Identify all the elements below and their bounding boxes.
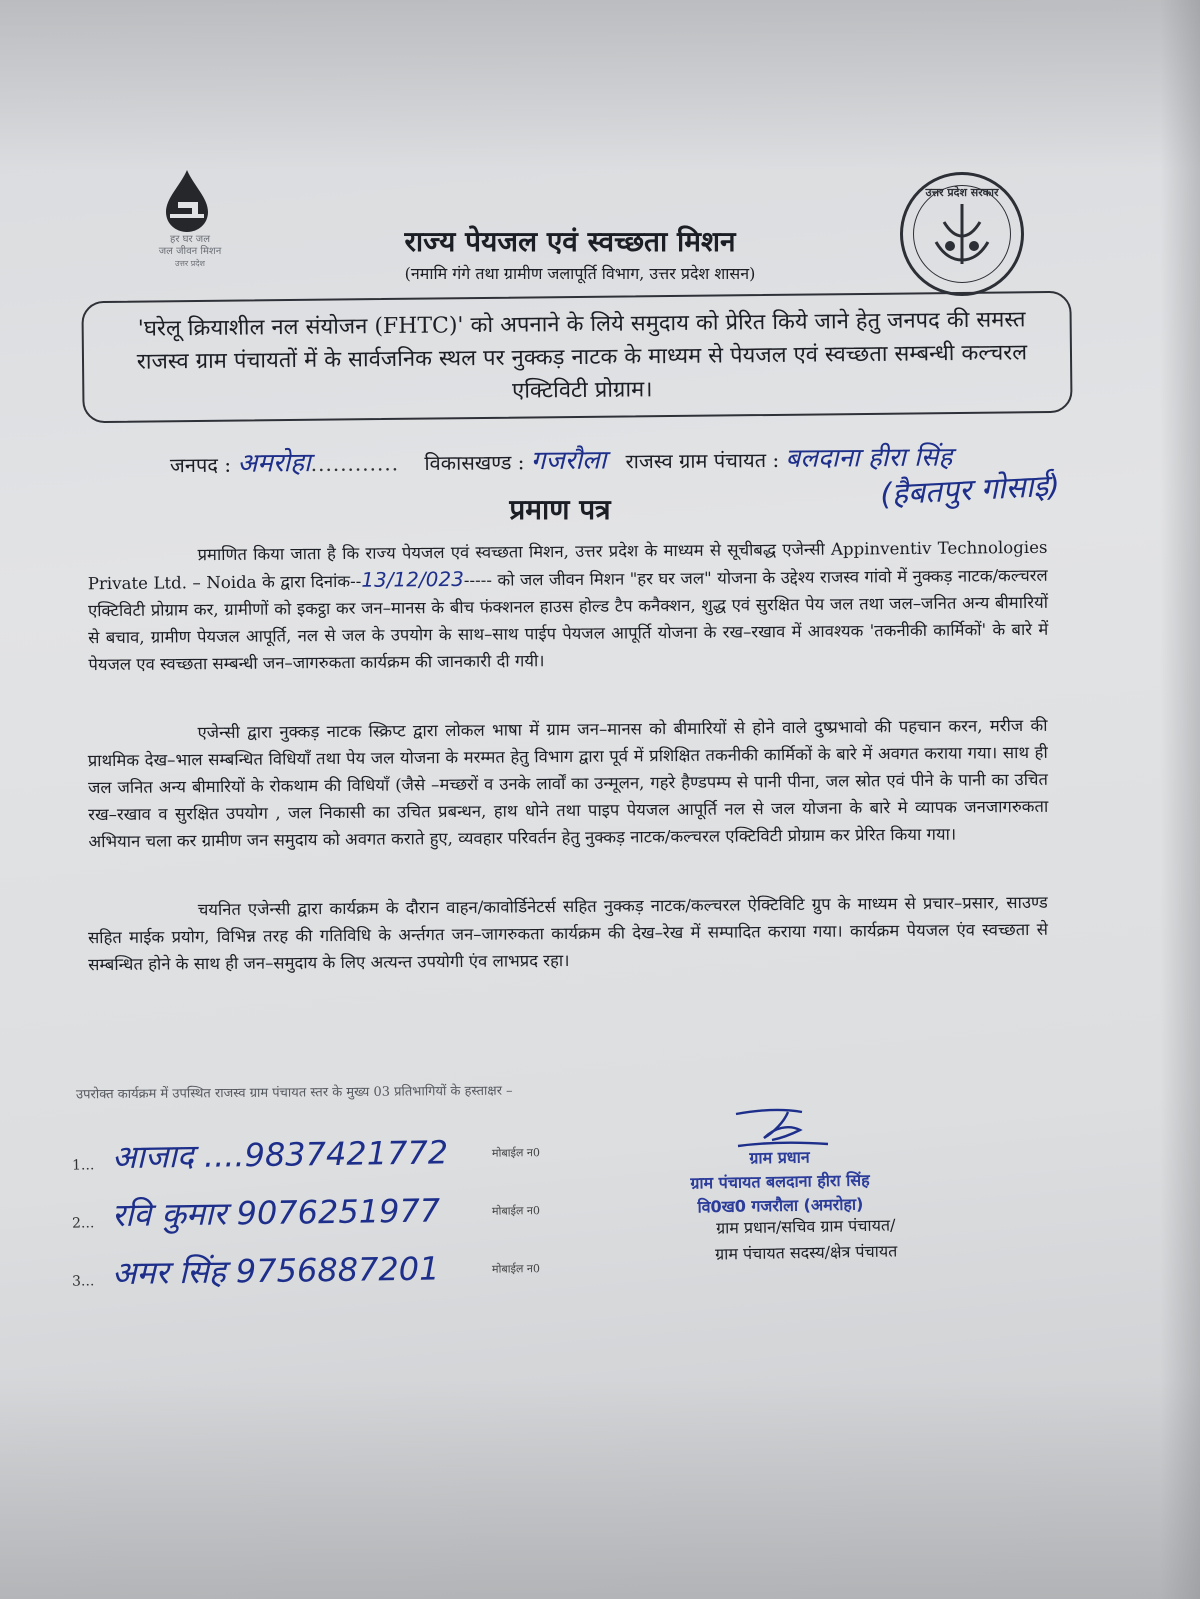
signatory-row (72, 1128, 593, 1185)
signatory-handwriting: रवि कुमार 9076251977 (111, 1191, 441, 1235)
signatory-number: 2... (71, 1215, 95, 1232)
seal-inner-ring (913, 185, 1011, 283)
signatory-handwriting: आजाद ....9837421772 (111, 1133, 449, 1177)
paragraph-3: चयनित एजेन्सी द्वारा कार्यक्रम के दौरान वाहन/कावोर्डिनेटर्स सहित नुक्कड़ नाटक/कल्चरल ऐक्टिविटि ग्रुप के माध्यम से प्रचार–प्रसार, साउण्ड सहित माईक प्रयोग, विभिन्न तरह की गतिविधि के अर्न्तगत जन–जागरुकता कार्यक्रम की देख–रेख में सम्पादित कराया गया। कार्यक्रम पेयजल एंव स्वच्छता से सम्बन्धित होने के साथ ही जन–समुदाय के लिए अत्यन्त उपयोगी एंव लाभप्रद रहा। (87, 892, 1049, 975)
paragraph-1-part-a: प्रमाणित किया जाता है कि राज्य पेयजल एवं स्वच्छता मिशन, उत्तर प्रदेश के माध्यम से सूचीबद्ध एजेन्सी Appinventiv Technologies Private Ltd. – Noida के द्वारा दिनांक-- (87, 537, 1048, 594)
panchayat-value: बलदाना हीरा सिंह (785, 442, 953, 474)
signatories-label: उपरोक्त कार्यक्रम में उपस्थित राजस्व ग्राम पंचायत स्तर के मुख्य 03 प्रतिभागियों के हस्ताक्षर – (75, 1083, 513, 1103)
block-value: गजरौला (530, 445, 607, 477)
jal-jeevan-mission-logo (140, 168, 240, 278)
pradhan-signature (728, 1104, 832, 1150)
signatory-number: 3... (71, 1273, 95, 1290)
shadow-top (0, 0, 1200, 170)
paragraph-1-part-b: ----- को जल जीवन मिशन "हर घर जल" योजना के उद्देश्य राजस्व गांवो में नुक्कड़ नाटक/कल्चरल एक्टिविटी प्रोग्राम कर, ग्रामीणों को इकट्ठा कर जन–मानस के बीच फंक्शनल हाउस होल्ड टैप कनैक्शन, शुद्ध एवं सुरक्षित पेय जल तथा जल–जनित अन्य बीमारियों से बचाव, ग्रामीण पेयजल आपूर्ति, नल से जल के उपयोग के साथ–साथ पाईप पेयजल आपूर्ति योजना के रख–रखाव में आवश्यक 'तकनीकी कार्मिकों' के बारे में पेयजल एव स्वच्छता सम्बन्धी जन–जागरुकता कार्यक्रम की जानकारी दी गयी। (87, 565, 1049, 675)
water-drop-icon (158, 168, 216, 234)
signer-role-line-2: ग्राम पंचायत सदस्य/क्षेत्र पंचायत (715, 1241, 898, 1264)
district-dots: ............ (310, 451, 400, 477)
district-label: जनपद : (169, 452, 232, 478)
shadow-bottom (0, 1379, 1200, 1599)
logo-text-line-2: जल जीवन मिशन (158, 246, 222, 257)
page-subtitle: (नमामि गंगे तथा ग्रामीण जलापूर्ति विभाग, उत्तर प्रदेश शासन) (404, 264, 756, 283)
signer-role (676, 1212, 937, 1269)
page-title: राज्य पेयजल एवं स्वच्छता मिशन (404, 225, 736, 258)
certificate-title: प्रमाण पत्र (509, 493, 611, 526)
signatory-row (72, 1186, 593, 1243)
program-date: 13/12/023 (361, 566, 464, 592)
mobile-label: मोबाईल न0 (491, 1262, 541, 1276)
block-label: विकासखण्ड : (424, 450, 525, 476)
signatory-handwriting: अमर सिंह 9756887201 (111, 1249, 440, 1293)
pradhan-stamp (639, 1144, 920, 1221)
logo-text-line-1: हर घर जल (170, 234, 210, 245)
seal-text: उत्तर प्रदेश सरकार (925, 186, 999, 199)
mobile-label: मोबाईल न0 (491, 1146, 541, 1160)
stamp-line-2: ग्राम पंचायत बलदाना हीरा सिंह (690, 1170, 870, 1193)
up-government-seal (900, 172, 1024, 296)
shadow-right (1160, 0, 1200, 1599)
stamp-line-3: वि0ख0 गजरौला (अमरोहा) (697, 1194, 864, 1217)
district-value: अमरोहा (237, 448, 311, 479)
panchayat-extra-value: (हैबतपुर गोसाई) (879, 468, 1061, 513)
signatory-row (72, 1244, 593, 1301)
seal-emblem-icon (914, 186, 1010, 282)
mobile-label: मोबाईल न0 (491, 1204, 541, 1218)
signatory-number: 1... (71, 1157, 95, 1174)
stamp-line-1: ग्राम प्रधान (749, 1147, 810, 1168)
paragraph-2: एजेन्सी द्वारा नुक्कड़ नाटक स्क्रिप्ट द्वारा लोकल भाषा में ग्राम जन–मानस को बीमारियों से होने वाले दुष्प्रभावो की पहचान करन, मरीज की प्राथमिक देख–भाल सम्बन्धित विधियाँ तथा पेय जल योजना के मरम्मत हेतु विभाग द्वारा पूर्व में प्रशिक्षित तकनीकी कार्मिकों के बारे में अवगत कराया गया। साथ ही जल जनित अन्य बीमारियों के रोकथाम की विधियाँ (जैसे –मच्छरों व उनके लार्वों का उन्मूलन, गहरे हैण्डपम्प से पानी पीना, जल स्रोत एवं पीने के पानी का उचित रख–रखाव व सुरक्षित उपयोग , जल निकासी का उचित प्रबन्धन, हाथ धोने तथा पाइप पेयजल आपूर्ति नल से जल योजना के बारे मे व्यापक जनजागरुकता अभियान चला कर ग्रामीण जन समुदाय को अवगत कराते हुए, व्यवहार परिवर्तन हेतु नुक्कड़ नाटक/कल्चरल एक्टिविटी प्रोग्राम कर प्रेरित किया गया। (87, 715, 1049, 852)
program-title-text: 'घरेलू क्रियाशील नल संयोजन (FHTC)' को अपनाने के लिये समुदाय को प्रेरित किये जाने हेतु जनपद की समस्त राजस्व ग्राम पंचायतों में के सार्वजनिक स्थल पर नुक्कड़ नाटक के माध्यम से पेयजल एवं स्वच्छता सम्बन्धी कल्चरल एक्टिविटी प्रोग्राम। (136, 307, 1028, 404)
signer-role-line-1: ग्राम प्रधान/सचिव ग्राम पंचायत/ (715, 1215, 896, 1238)
panchayat-label: राजस्व ग्राम पंचायत : (625, 447, 780, 474)
paragraph-1 (87, 534, 1048, 678)
logo-text-line-3: उत्तर प्रदेश (175, 259, 205, 268)
